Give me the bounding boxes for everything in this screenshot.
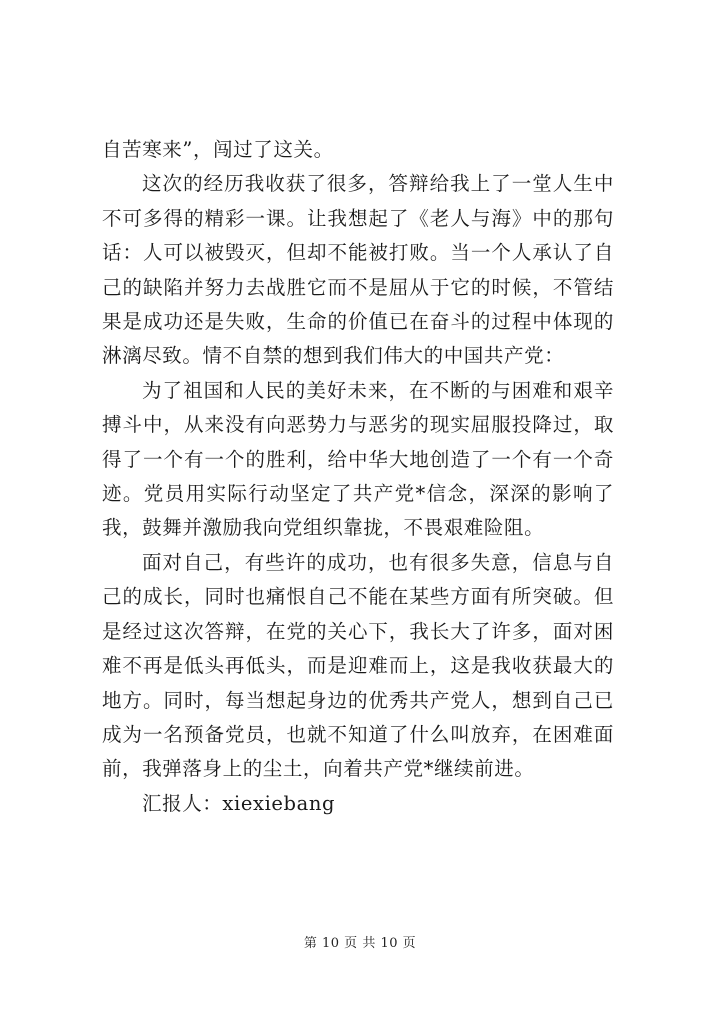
paragraph-continuation: 自苦寒来”，闯过了这关。 [102, 138, 334, 161]
paragraph-reflection: 这次的经历我收获了很多，答辩给我上了一堂人生中不可多得的精彩一课。让我想起了《老人与海》中的那句话：人可以被毁灭，但却不能被打败。当一个人承认了自己的缺陷并努力去战胜它而不是屈从于它的时候，不管结果是成功还是失败，生命的价值已在奋斗的过程中体现的淋漓尽致。情不自禁的想到我们伟大的中国共产党： [102, 172, 614, 368]
page-footer [0, 932, 720, 951]
page-number: 第 10 页 共 10 页 [303, 936, 417, 951]
reporter-signature: 汇报人：xiexiebang [142, 791, 336, 815]
document-body [102, 133, 614, 821]
paragraph-party-history: 为了祖国和人民的美好未来，在不断的与困难和艰辛搏斗中，从来没有向恶势力与恶劣的现实屈服投降过，取得了一个有一个的胜利，给中华大地创造了一个有一个奇迹。党员用实际行动坚定了共产党*信念，深深的影响了我，鼓舞并激励我向党组织靠拢，不畏艰难险阻。 [102, 378, 614, 540]
paragraph-self-review: 面对自己，有些许的成功，也有很多失意，信息与自己的成长，同时也痛恨自己不能在某些方面有所突破。但是经过这次答辩，在党的关心下，我长大了许多，面对困难不再是低头再低头，而是迎难而上，这是我收获最大的地方。同时，每当想起身边的优秀共产党人，想到自己已成为一名预备党员，也就不知道了什么叫放弃，在困难面前，我弹落身上的尘土，向着共产党*继续前进。 [102, 550, 614, 781]
